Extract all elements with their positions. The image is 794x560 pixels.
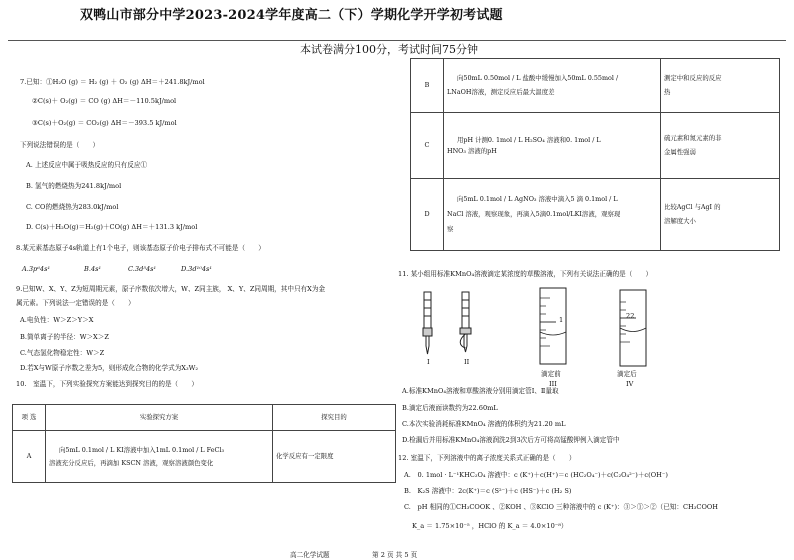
q10-table-row-d — [411, 179, 780, 251]
q7-eq3: ③C(s)＋O₂(g) ＝ CO₂(g) ΔH＝－393.5 kJ/mol — [32, 119, 177, 127]
q10-table — [12, 404, 396, 483]
q10-table-row-b — [411, 59, 780, 113]
footer-page: 第 2 页 共 5 页 — [372, 551, 418, 559]
q7-option-d: D. C(s)＋H₂O(g)＝H₂(g)＋CO(g) ΔH＝＋131.3 kJ/mol — [26, 223, 198, 231]
q10-row-a-plan — [46, 431, 273, 483]
row-c-plan-line2: HNO₃ 溶液的pH — [447, 146, 497, 155]
footer-subject: 高二化学试题 — [290, 551, 330, 559]
q9-option-d: D.若X与W原子序数之差为5，则形成化合物的化学式为X₃W₂ — [20, 364, 199, 372]
q10-header-option: 项 选 — [13, 405, 46, 431]
q8-option-d: D.3d¹⁰4s¹ — [181, 265, 213, 273]
q9-option-c: C.气态氢化物稳定性：W＞Z — [20, 349, 105, 357]
row-b-purpose-line1: 测定中和反应的反应 — [664, 74, 722, 82]
q7-stem: 7.已知：①H₂O (g) ＝ H₂ (g) ＋ O₂ (g) ΔH＝＋241.8kJ/mol — [20, 78, 205, 86]
q12-stem: 12. 室温下，下列溶液中的离子浓度关系式正确的是（ ） — [398, 454, 576, 462]
reading-after-num: IV — [626, 380, 634, 388]
q10-header-purpose: 探究目的 — [273, 405, 396, 431]
row-d-plan-line3: 察 — [447, 225, 454, 233]
row-b-label: B — [411, 59, 444, 113]
q8-option-c: C.3d⁵4s¹ — [128, 265, 157, 273]
row-c-plan — [444, 113, 661, 179]
q10-table-continued — [410, 58, 780, 251]
q11-option-d: D.检漏后并用标准KMnO₄溶液润洗2到3次后方可将高锰酸钾例入滴定管中 — [402, 436, 620, 444]
q11-option-b: B.滴定后液面读数约为22.60mL — [402, 404, 498, 412]
q7-prompt: 下列说法错误的是（ ） — [20, 141, 100, 149]
q12-option-a: A. 0. 1mol · L⁻¹KHC₂O₄ 溶液中：c (K⁺)＋c(H⁺)＝c (HC₂O₄⁻)＋c(C₂O₄²⁻)＋c(OH⁻) — [404, 471, 668, 479]
reading-before-icon — [536, 286, 572, 366]
exam-subtitle: 本试卷满分100分，考试时间75分钟 — [300, 43, 478, 56]
q10-header-plan: 实验探究方案 — [46, 405, 273, 431]
q11-stem: 11. 某小组用标准KMnO₄溶液滴定某浓度的草酸溶液，下列有关说法正确的是（ ） — [398, 270, 653, 278]
q10-table-row-c — [411, 113, 780, 179]
reading-after-tick: 22 — [626, 312, 635, 320]
reading-before-num: III — [549, 380, 557, 388]
q7-eq2: ②C(s)＋ O₂(g) ＝ CO (g) ΔH＝－110.5kJ/mol — [32, 97, 177, 105]
q7-option-c: C. CO的燃烧热为283.0kJ/mol — [26, 203, 119, 211]
burette-i-icon — [423, 292, 432, 354]
q10-row-a-plan-line1: 向5mL 0.1mol / L KI溶液中加入1mL 0.1mol / L FeCl₃ — [59, 445, 225, 454]
row-c-purpose — [661, 113, 780, 179]
q12-option-c-cont: K_a ＝ 1.75×10⁻⁵ ，HClO 的 K_a ＝ 4.0×10⁻⁸） — [412, 522, 568, 530]
q9-option-b: B.简单离子的半径：W＞X＞Z — [20, 333, 109, 341]
row-d-purpose-line2: 溶解度大小 — [664, 217, 696, 225]
row-b-purpose — [661, 59, 780, 113]
q10-table-row-a — [13, 431, 396, 483]
q12-option-b: B. K₂S 溶液中：2c(K⁺)＝c (S²⁻)＋c (HS⁻)＋c (H₂ S) — [404, 487, 572, 495]
reading-after-label: 滴定后 — [617, 370, 637, 378]
q7-option-a: A. 上述反应中属于吸热反应的只有反应① — [26, 161, 148, 169]
reading-after-icon — [616, 288, 652, 368]
q12-option-c: C. pH 相同的①CH₃COOK 、②KOH 、③KClO 三种溶液中的 c (K⁺)：③＞①＞②（已知：CH₃COOH — [404, 503, 719, 511]
q9-line1: 9.已知W、X、Y、Z为短周期元素，原子序数依次增大，W、Z同主族， X、Y、Z同周期，其中只有X为金 — [16, 285, 326, 293]
burette-figure — [410, 288, 490, 368]
q10-row-a-plan-line2: 溶液充分反应后，再滴加 KSCN 溶液，观察溶液颜色变化 — [49, 458, 214, 467]
burette-ii-icon — [460, 292, 471, 352]
row-c-plan-line1: 用pH 计测0. 1mol / L H₂SO₄ 溶液和0. 1mol / L — [457, 135, 601, 144]
row-c-purpose-line2: 金属性强弱 — [664, 148, 696, 156]
q10-table-header-row — [13, 405, 396, 431]
q11-option-a: A.标准KMnO₄溶液和草酸溶液分别用滴定管Ⅰ、Ⅱ量取 — [402, 387, 559, 395]
q10-row-a-label: A — [13, 431, 46, 483]
row-d-label: D — [411, 179, 444, 251]
row-c-label: C — [411, 113, 444, 179]
q11-option-c: C.本次实验消耗标准KMnO₄ 溶液的体积约为21.20 mL — [402, 420, 566, 428]
q7-option-b: B. 氢气的燃烧热为241.8kJ/mol — [26, 182, 122, 190]
q8-option-a: A.3p⁶4s¹ — [22, 265, 51, 273]
row-d-plan-line2: NaCl 溶液，观察现象，再滴入5滴0.1mol/LKI溶液，观察现 — [447, 210, 621, 218]
q9-option-a: A.电负性：W＞Z＞Y＞X — [20, 316, 94, 324]
burette-ii-label: II — [464, 358, 470, 366]
exam-title: 双鸭山市部分中学2023-2024学年度高二（下）学期化学开学初考试题 — [80, 8, 503, 23]
row-d-plan-line1: 向5mL 0.1mol / L AgNO₃ 溶液中滴入5 滴 0.1mol / L — [457, 195, 618, 203]
row-b-plan-line1: 向50mL 0.50mol / L 盐酸中缓慢加入50mL 0.55mol / — [457, 74, 619, 82]
row-b-purpose-line2: 热 — [664, 88, 671, 96]
row-b-plan — [444, 59, 661, 113]
reading-before-label: 滴定前 — [541, 370, 561, 378]
row-c-purpose-line1: 硫元素和氮元素的非 — [664, 134, 722, 142]
reading-before-tick: 1 — [559, 316, 564, 324]
q8-option-b: B.4s¹ — [84, 265, 102, 273]
row-d-plan — [444, 179, 661, 251]
q10-stem: 10. 室温下，下列实验探究方案能达到探究目的的是（ ） — [16, 380, 198, 388]
row-b-plan-line2: LNaOH溶液，测定反应后最大温度差 — [447, 88, 555, 96]
q9-line2: 属元素。下列说法一定错误的是（ ） — [16, 299, 135, 307]
burette-i-label: I — [427, 358, 430, 366]
row-d-purpose-line1: 比较AgCl 与AgI 的 — [664, 203, 721, 211]
q10-row-a-purpose: 化学反应有一定限度 — [273, 431, 396, 483]
q8-stem: 8.某元素基态原子4s轨道上有1个电子，则该基态原子价电子排布式不可能是（ ） — [16, 244, 265, 252]
row-d-purpose — [661, 179, 780, 251]
